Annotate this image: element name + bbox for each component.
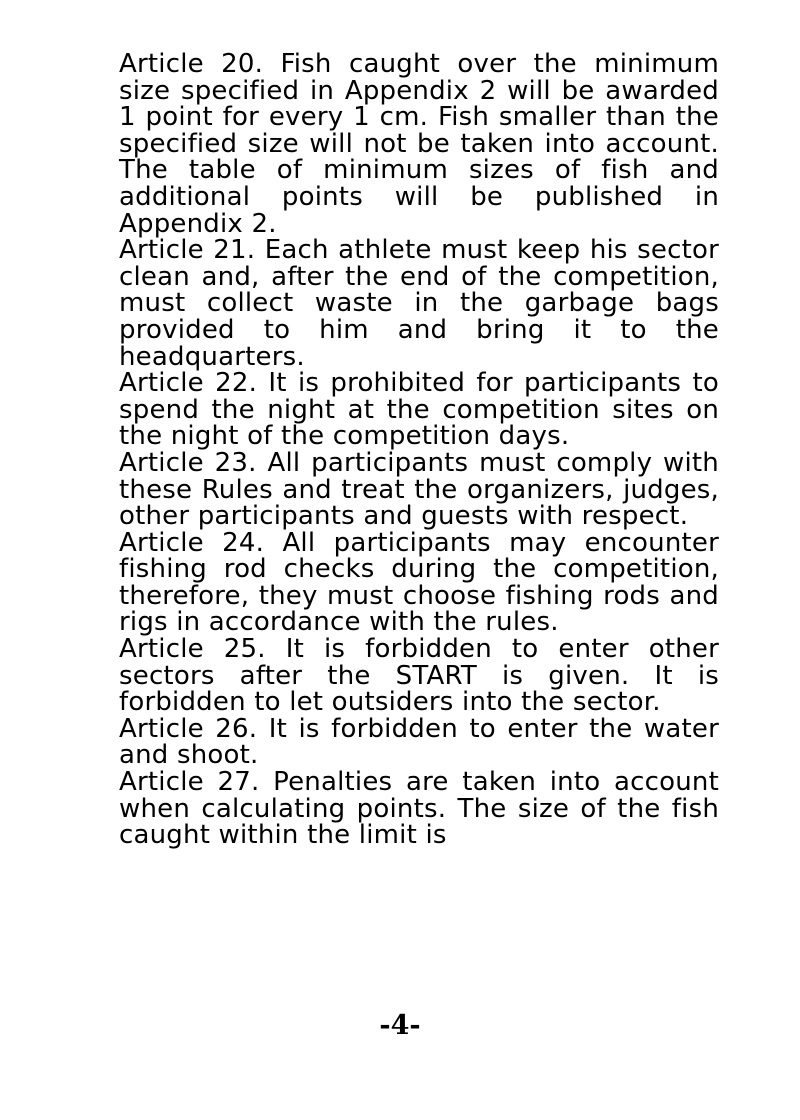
page-number: -4-	[379, 1010, 421, 1041]
article-25: Article 25. It is forbidden to enter other sectors after the START is given. It is forbidden to let outsiders into the sector.	[119, 634, 719, 718]
body-text	[119, 51, 719, 849]
article-20: Article 20. Fish caught over the minimum size specified in Appendix 2 will be awarded 1 point for every 1 cm. Fish smaller than the specified size will not be taken into account. The table of minimum sizes of fish and additional points will be published in Appendix 2.	[119, 49, 719, 239]
article-23: Article 23. All participants must comply with these Rules and treat the organizers, judges, other participants and guests with respect.	[119, 447, 719, 532]
article-27: Article 27. Penalties are taken into account when calculating points. The size of the fish caught within the limit is	[119, 767, 719, 851]
article-24: Article 24. All participants may encounter fishing rod checks during the competition, therefore, they must choose fishing rods and rigs in accordance with the rules.	[119, 527, 719, 638]
article-22: Article 22. It is prohibited for participants to spend the night at the competition sites on the night of the competition days.	[119, 368, 719, 452]
article-21: Article 21. Each athlete must keep his sector clean and, after the end of the competition, must collect waste in the garbage bags provided to him and bring it to the headquarters.	[119, 235, 719, 372]
article-26: Article 26. It is forbidden to enter the water and shoot.	[119, 713, 719, 771]
